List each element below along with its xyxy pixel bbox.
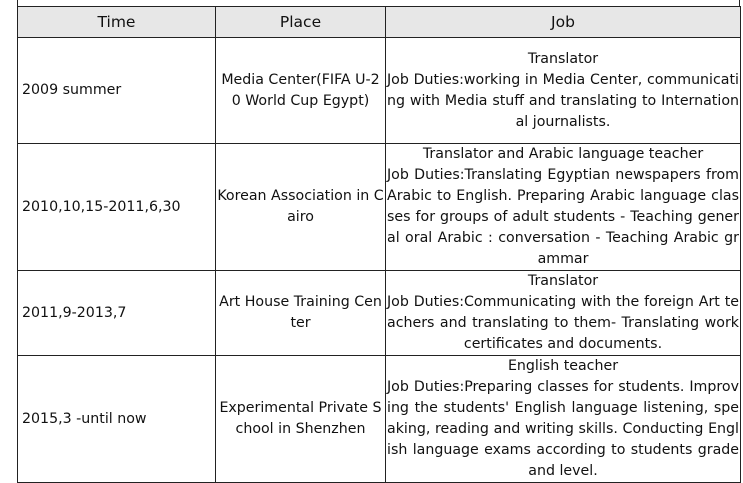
job-duties: Job Duties:Communicating with the foreign Art teachers and translating to them- Translating work certificates and documents. (387, 294, 739, 352)
table-header-row (18, 7, 741, 38)
cell-place: Korean Association in Cairo (216, 144, 386, 271)
cell-time: 2011,9-2013,7 (18, 271, 216, 356)
job-duties: Job Duties:Translating Egyptian newspapers from Arabic to English. Preparing Arabic language classes for groups of adult students - Teaching general oral Arabic : conversation - Teaching Arabic grammar (387, 167, 739, 267)
cell-job (386, 271, 741, 356)
job-duties: Job Duties:Preparing classes for students. Improving the students' English language listening, speaking, reading and writing skills. Conducting English language exams according to students grade and level. (387, 379, 739, 479)
table-row (18, 144, 741, 271)
table-row (18, 38, 741, 144)
job-title: Translator (527, 273, 599, 289)
table-row (18, 271, 741, 356)
job-title: Translator (527, 50, 599, 67)
table-row (18, 356, 741, 483)
cell-place: Experimental Private School in Shenzhen (216, 356, 386, 483)
job-duties: Job Duties:working in Media Center, communicating with Media stuff and translating to International journalists. (387, 71, 739, 130)
header-time: Time (18, 7, 216, 38)
cell-time: 2015,3 -until now (18, 356, 216, 483)
cell-job (386, 144, 741, 271)
cell-time: 2010,10,15-2011,6,30 (18, 144, 216, 271)
job-title: Translator and Arabic language teacher (422, 146, 704, 162)
cell-time: 2009 summer (18, 38, 216, 144)
cell-job (386, 38, 741, 144)
work-experience-table (17, 6, 741, 483)
cell-job (386, 356, 741, 483)
job-title: English teacher (507, 358, 619, 374)
header-job: Job (386, 7, 741, 38)
cell-place: Art House Training Center (216, 271, 386, 356)
cell-place: Media Center(FIFA U-20 World Cup Egypt) (216, 38, 386, 144)
header-place: Place (216, 7, 386, 38)
